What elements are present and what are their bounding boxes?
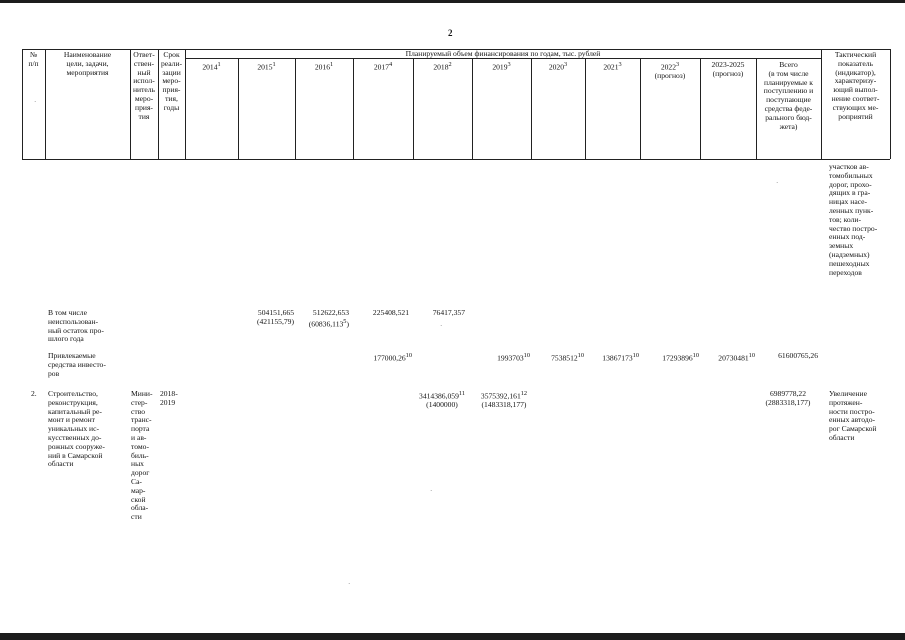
header-indicator: Тактический показатель (индикатор), характеризу- ющий выпол- нение соответ- ствующих ме- роприятий (831, 50, 880, 121)
header-year-2019: 2019$^3$ (492, 61, 511, 72)
header-year-2023-2025: 2023-2025 (прогноз) (711, 60, 745, 78)
investor-2021: 13867173$^{10}$ (602, 352, 639, 363)
row-number: 2. (31, 389, 37, 398)
row-responsible: Мини- стер- ство транс- порта и ав- томо- биль- ных дорог Са- мар- ской обла- сти (131, 389, 153, 522)
investor-total: 61600765,26 (778, 351, 818, 360)
scan-speck: · (348, 580, 351, 588)
header-year-2014: 2014$^1$ (202, 61, 221, 72)
row2-total: 6989778,22 (2883318,177) (765, 389, 811, 407)
unused-2015: 504151,665 (421155,79) (256, 308, 294, 326)
header-number: № п/п (28, 50, 39, 68)
scan-speck: · (430, 487, 433, 495)
row-term: 2018- 2019 (160, 389, 178, 407)
row-label-unused-balance: В том числе неиспользован- ный остаток про- шлого года (48, 308, 104, 344)
row2-indicator: Увеличение протяжен- ности постро- енных автодо- рог Самарской области (829, 389, 877, 442)
unused-2018: 76417,357 (432, 308, 465, 317)
unused-2016: 512622,653 (60836,113$^5$) (308, 308, 349, 329)
scan-speck: · (34, 98, 37, 106)
header-year-2018: 2018$^2$ (433, 61, 452, 72)
header-responsible: Ответ- ствен- ный испол- нитель меро- прия- тия (132, 50, 156, 121)
row-label-investor-funds: Привлекаемые средства инвесто- ров (48, 351, 106, 378)
unused-2017: 225408,521 (372, 308, 409, 317)
header-year-2022: 2022$^3$ (прогноз) (654, 61, 686, 81)
investor-2022: 17293896$^{10}$ (662, 352, 699, 363)
indicator-continuation: участков ав- томобильных дорог, прохо- дящих в гра- ницах насе- ленных пунк- тов; коли- чество постро- енных под- земных (надземных) пешеходных переходов (829, 162, 878, 277)
investor-2017: 177000,26$^{10}$ (373, 352, 412, 363)
scan-edge-bottom (0, 633, 905, 640)
header-year-2020: 2020$^3$ (548, 61, 568, 72)
header-total: Всего (в том числе планируемые к поступлению и поступающие средства феде- рального бюд- жета) (763, 60, 814, 131)
page-number: 2 (448, 28, 453, 38)
investor-2020: 7538512$^{10}$ (551, 352, 584, 363)
header-year-2016: 2016$^1$ (314, 61, 334, 72)
header-year-2017: 2017$^4$ (373, 61, 393, 72)
row-name: Строительство, реконструкция, капитальный ре- монт и ремонт уникальных ис- кусственных до- рожных сооруже- ний в Самарской области (48, 389, 105, 469)
row2-2019: 3575392,161$^{12}$ (1483318,177) (480, 390, 528, 410)
scan-speck: · (440, 322, 443, 330)
investor-2019: 1993703$^{10}$ (497, 352, 530, 363)
header-term: Срок реали- зации меро- прия- тия, годы (160, 50, 183, 112)
header-name: Наименование цели, задачи, мероприятия (63, 50, 112, 77)
header-planned-financing: Планируемый объем финансирования по годам, тыс. рублей (405, 49, 601, 58)
row2-2018: 3414386,059$^{11}$ (1400000) (419, 390, 465, 410)
header-year-2021: 2021$^3$ (603, 61, 622, 72)
investor-2023-2025: 20730481$^{10}$ (718, 352, 755, 363)
scan-edge-top (0, 0, 905, 3)
scan-speck: · (776, 179, 779, 187)
header-year-2015: 2015$^1$ (257, 61, 276, 72)
